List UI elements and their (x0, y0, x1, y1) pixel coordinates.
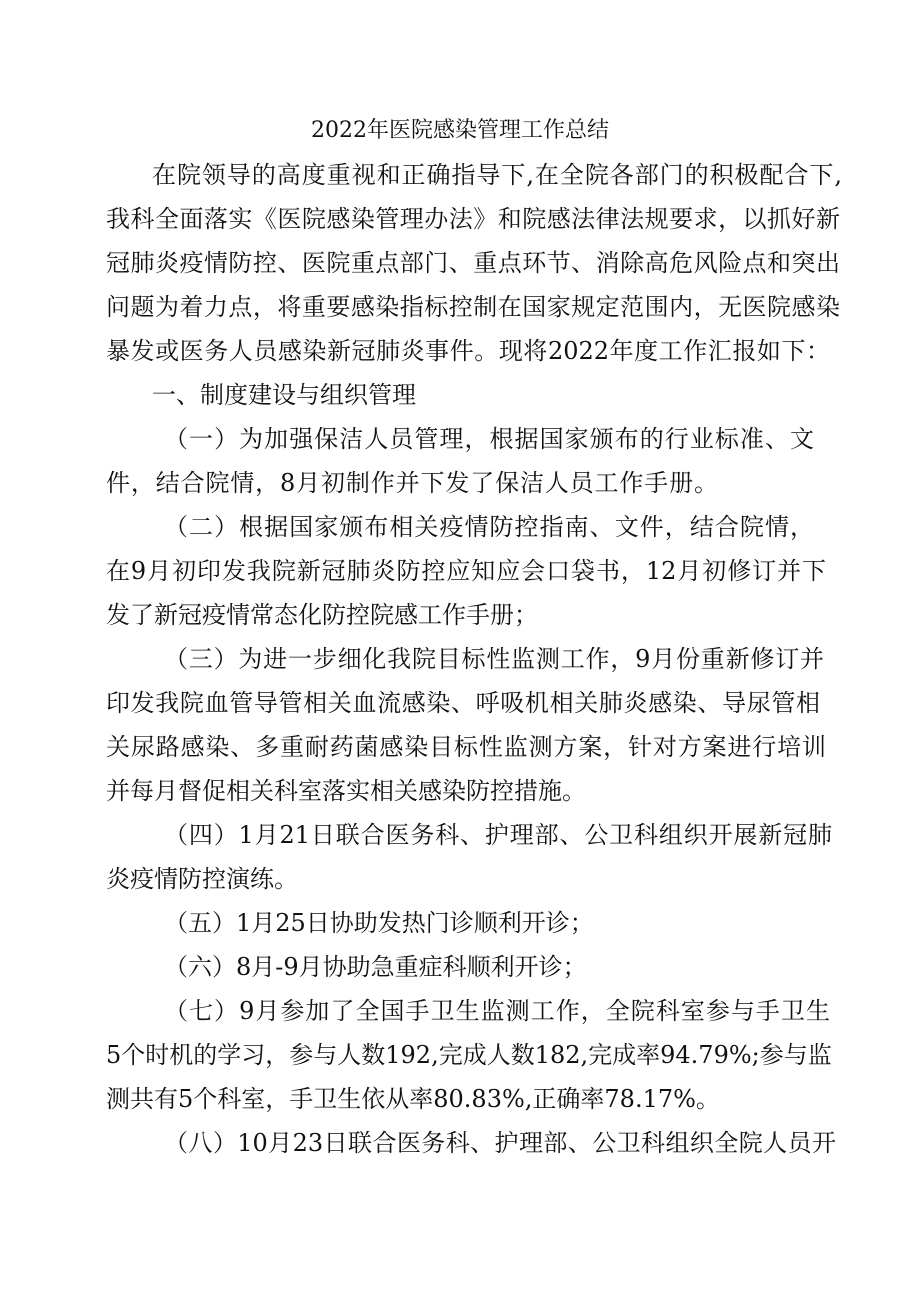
paragraph-line: （四）1月21日联合医务科、护理部、公卫科组织开展新冠肺 (164, 821, 832, 849)
paragraph-line: 炎疫情防控演练。 (106, 865, 298, 893)
paragraph-line: 并每月督促相关科室落实相关感染防控措施。 (106, 777, 586, 805)
paragraph-line: 发了新冠疫情常态化防控院感工作手册； (106, 601, 538, 629)
paragraph-line: 我科全面落实《医院感染管理办法》和院感法律法规要求，以抓好新 (106, 205, 840, 233)
paragraph-line: （一）为加强保洁人员管理，根据国家颁布的行业标准、文 (164, 425, 814, 453)
paragraph-line: 件，结合院情，8月初制作并下发了保洁人员工作手册。 (106, 469, 718, 497)
page-title: 2022年医院感染管理工作总结 (311, 118, 609, 143)
paragraph-line: 冠肺炎疫情防控、医院重点部门、重点环节、消除高危风险点和突出 (106, 249, 840, 277)
paragraph-line: （五）1月25日协助发热门诊顺利开诊； (164, 909, 594, 937)
paragraph-line: 在9月初印发我院新冠肺炎防控应知应会口袋书，12月初修订并下 (106, 557, 826, 585)
paragraph-line: 关尿路感染、多重耐药菌感染目标性监测方案，针对方案进行培训 (106, 733, 826, 761)
paragraph-line: 5个时机的学习，参与人数192,完成人数182,完成率94.79%;参与监 (106, 1041, 832, 1069)
paragraph-line: 印发我院血管导管相关血流感染、呼吸机相关肺炎感染、导尿管相 (106, 689, 820, 717)
paragraph-line: （二）根据国家颁布相关疫情防控指南、文件，结合院情， (164, 513, 814, 541)
paragraph-line: （八）10月23日联合医务科、护理部、公卫科组织全院人员开 (164, 1129, 836, 1157)
paragraph-line: 暴发或医务人员感染新冠肺炎事件。现将2022年度工作汇报如下： (106, 337, 830, 365)
section-heading: 一、制度建设与组织管理 (152, 381, 416, 409)
paragraph-line: 问题为着力点，将重要感染指标控制在国家规定范围内，无医院感染 (106, 293, 840, 321)
paragraph-line: 测共有5个科室，手卫生依从率80.83%,正确率78.17%。 (106, 1085, 720, 1113)
paragraph-line: 在院领导的高度重视和正确指导下,在全院各部门的积极配合下, (152, 161, 842, 189)
paragraph-line: （六）8月-9月协助急重症科顺利开诊； (164, 953, 587, 981)
paragraph-line: （三）为进一步细化我院目标性监测工作，9月份重新修订并 (164, 645, 824, 673)
paragraph-line: （七）9月参加了全国手卫生监测工作，全院科室参与手卫生 (164, 997, 830, 1025)
